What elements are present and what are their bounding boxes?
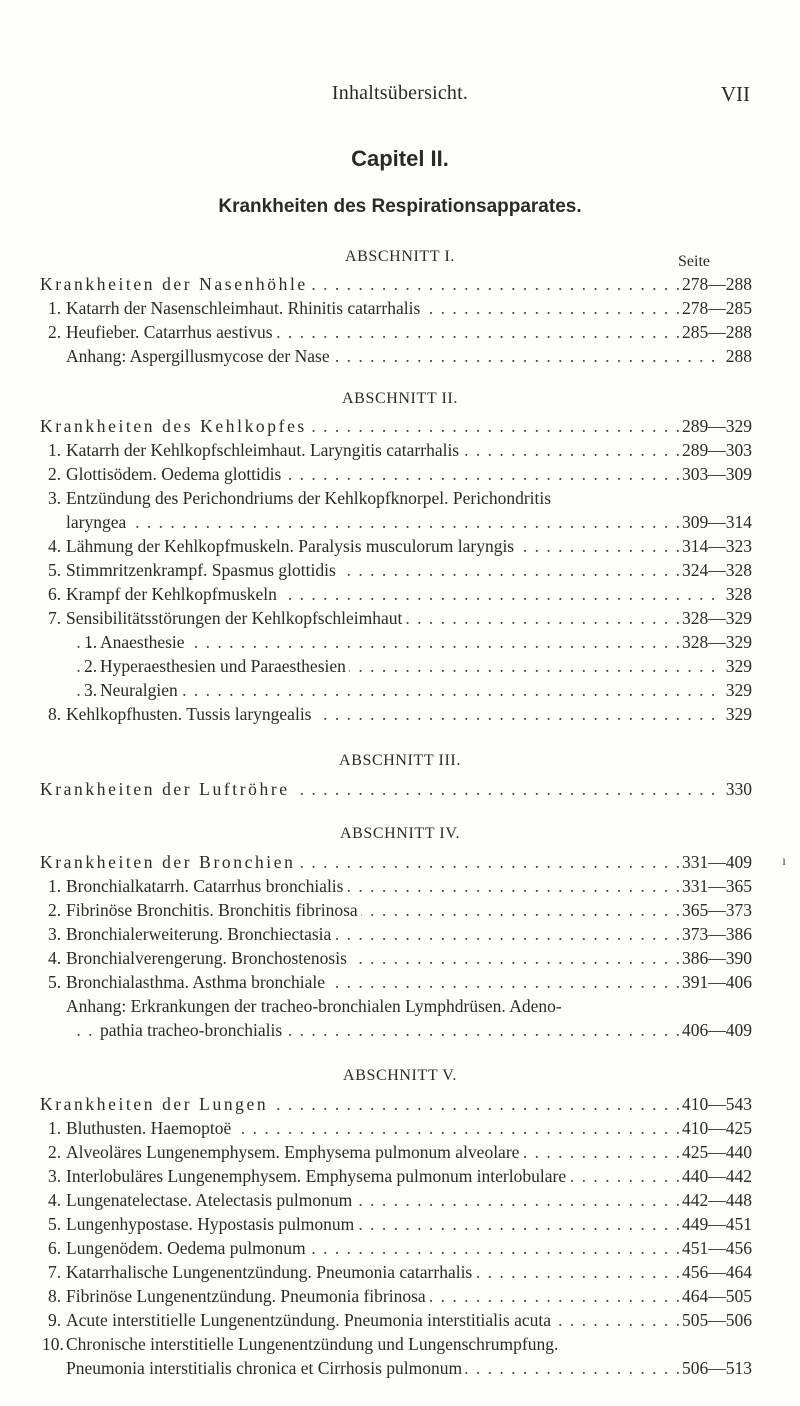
toc-entry-label: . . . Anhang: Aspergillusmycose der Nase bbox=[66, 344, 333, 369]
toc-entry bbox=[40, 1356, 752, 1381]
toc-entry-pages: 278—285 bbox=[679, 296, 752, 321]
toc-entry-pages: 391—406 bbox=[679, 970, 752, 995]
toc-entry-label: Bronchialasthma. Asthma bronchiale bbox=[66, 970, 328, 995]
toc-entry-pages: 278—288 bbox=[679, 272, 752, 297]
toc-entry-number: . . . 1. bbox=[48, 298, 62, 318]
toc-entry-pages: 328 bbox=[723, 582, 752, 607]
section-heading: ABSCHNITT I. bbox=[344, 248, 456, 265]
toc-entry-label: Chronische interstitielle Lungenentzündung und Lungenschrumpfung. bbox=[66, 1332, 561, 1357]
toc-entry-pages: 285—288 bbox=[679, 320, 752, 345]
toc-entry-pages: 288 bbox=[723, 344, 752, 369]
toc-entry bbox=[40, 1332, 752, 1357]
toc-entry-number: . . . 4. bbox=[48, 536, 62, 556]
toc-entry-pages: 456—464 bbox=[679, 1260, 752, 1285]
toc-entry-pages: 506—513 bbox=[679, 1356, 752, 1381]
toc-entry-label: Lungenatelectase. Atelectasis pulmonum bbox=[66, 1188, 355, 1213]
toc-entry-number: . . . 1. bbox=[84, 632, 98, 652]
toc-entry bbox=[40, 702, 752, 727]
toc-entry-pages: 314—323 bbox=[679, 534, 752, 559]
toc-entry-label: Anaesthesie bbox=[100, 630, 188, 655]
toc-entry-pages: 289—303 bbox=[679, 438, 752, 463]
toc-entry-label: Fibrinöse Bronchitis. Bronchitis fibrinosa bbox=[66, 898, 361, 923]
toc-entry-pages: 449—451 bbox=[679, 1212, 752, 1237]
page-column-label: Seite bbox=[678, 253, 710, 270]
toc-entry bbox=[40, 296, 752, 321]
margin-mark: ı bbox=[782, 854, 786, 869]
toc-entry bbox=[40, 606, 752, 631]
toc-entry bbox=[40, 994, 752, 1019]
toc-entry bbox=[40, 850, 752, 875]
toc-entry-label: Neuralgien bbox=[100, 678, 181, 703]
toc-entry-number: . . . 1. bbox=[48, 440, 62, 460]
toc-entry-number: . . . 8. bbox=[48, 704, 62, 724]
toc-entry-pages: 406—409 bbox=[679, 1018, 752, 1043]
toc-entry bbox=[40, 874, 752, 899]
running-title: Inhaltsübersicht. bbox=[331, 82, 469, 104]
toc-entry-number: . . . 5. bbox=[48, 560, 62, 580]
toc-entry-label: Interlobuläres Lungenemphysem. Emphysema pulmonum interlobulare bbox=[66, 1164, 569, 1189]
toc-entry-label: Krampf der Kehlkopfmuskeln bbox=[66, 582, 280, 607]
toc-entry bbox=[40, 486, 752, 511]
toc-entry-label: . . . Krankheiten der Bronchien bbox=[40, 850, 298, 875]
toc-entry bbox=[40, 344, 752, 369]
toc-entry-number: 3. bbox=[48, 488, 62, 508]
toc-entry-number: . . . 7. bbox=[48, 608, 62, 628]
toc-entry-number: . . . 2. bbox=[48, 1142, 62, 1162]
toc-entry-label: . . . pathia tracheo-bronchialis bbox=[100, 1018, 285, 1043]
toc-entry bbox=[40, 1212, 752, 1237]
toc-entry bbox=[40, 1284, 752, 1309]
toc-entry-number: . . . 2. bbox=[48, 322, 62, 342]
chapter-title: Capitel II. bbox=[351, 146, 449, 171]
toc-entry-number: . . . 4. bbox=[48, 1190, 62, 1210]
toc-entry-pages: 328—329 bbox=[679, 630, 752, 655]
toc-entry-pages: 303—309 bbox=[679, 462, 752, 487]
toc-entry-number: . . . 6. bbox=[48, 584, 62, 604]
toc-entry-label: Lähmung der Kehlkopfmuskeln. Paralysis musculorum laryngis bbox=[66, 534, 517, 559]
toc-entry-label: Heufieber. Catarrhus aestivus bbox=[66, 320, 276, 345]
toc-entry-number: . . . 2. bbox=[48, 900, 62, 920]
running-head bbox=[0, 82, 800, 112]
toc-entry-number: . . . 2. bbox=[48, 464, 62, 484]
toc-entry-number: . . . 5. bbox=[48, 1214, 62, 1234]
toc-entry-pages: 386—390 bbox=[679, 946, 752, 971]
toc-entry-label: . . . Krankheiten der Nasenhöhle bbox=[40, 272, 311, 297]
page-number: VII bbox=[720, 82, 750, 106]
toc-entry-label: Stimmritzenkrampf. Spasmus glottidis bbox=[66, 558, 339, 583]
toc-entry-label: Katarrh der Kehlkopfschleimhaut. Laryngitis catarrhalis bbox=[66, 438, 462, 463]
toc-entry bbox=[40, 777, 752, 802]
toc-entry bbox=[40, 510, 752, 535]
toc-entry bbox=[40, 1308, 752, 1333]
toc-entry-label: . . . laryngea bbox=[66, 510, 129, 535]
toc-entry-label: . . . Krankheiten des Kehlkopfes bbox=[40, 414, 310, 439]
toc-entry bbox=[40, 946, 752, 971]
toc-entry-pages: 410—425 bbox=[679, 1116, 752, 1141]
toc-entry-pages: 329 bbox=[723, 702, 752, 727]
section-heading: ABSCHNITT III. bbox=[339, 752, 461, 769]
toc-entry bbox=[40, 582, 752, 607]
toc-entry-label: . . . Pneumonia interstitialis chronica et Cirrhosis pulmonum bbox=[66, 1356, 465, 1381]
toc-entry-pages: 328—329 bbox=[679, 606, 752, 631]
toc-entry bbox=[40, 272, 752, 297]
toc-entry-label: Kehlkopfhusten. Tussis laryngealis bbox=[66, 702, 315, 727]
toc-entry-pages: 442—448 bbox=[679, 1188, 752, 1213]
toc-entry-label: Glottisödem. Oedema glottidis bbox=[66, 462, 284, 487]
toc-entry-label: Hyperaesthesien und Paraesthesien bbox=[100, 654, 349, 679]
toc-entry bbox=[40, 414, 752, 439]
toc-entry-number: . . . 7. bbox=[48, 1262, 62, 1282]
toc-entry-pages: 309—314 bbox=[679, 510, 752, 535]
toc-entry-number: . . . 8. bbox=[48, 1286, 62, 1306]
toc-entry-label: Bronchialverengerung. Bronchostenosis bbox=[66, 946, 350, 971]
toc-entry-number: 10. bbox=[42, 1334, 64, 1354]
section-heading: ABSCHNITT II. bbox=[342, 390, 458, 407]
chapter-subtitle: Krankheiten des Respirationsapparates. bbox=[218, 196, 582, 217]
section-heading: ABSCHNITT V. bbox=[343, 1067, 457, 1084]
toc-entry bbox=[40, 462, 752, 487]
toc-entry-number: . . . 3. bbox=[84, 680, 98, 700]
toc-entry bbox=[40, 898, 752, 923]
toc-entry-number: . . . 3. bbox=[48, 924, 62, 944]
toc-subentry bbox=[40, 678, 752, 703]
toc-entry bbox=[40, 1018, 752, 1043]
toc-entry-pages: 464—505 bbox=[679, 1284, 752, 1309]
toc-entry bbox=[40, 558, 752, 583]
toc-entry bbox=[40, 922, 752, 947]
toc-entry bbox=[40, 970, 752, 995]
toc-entry-pages: 331—409 bbox=[679, 850, 752, 875]
toc-entry-label: Sensibilitätsstörungen der Kehlkopfschleimhaut bbox=[66, 606, 405, 631]
toc-entry-pages: 451—456 bbox=[679, 1236, 752, 1261]
toc-entry-number: . . . 2. bbox=[84, 656, 98, 676]
toc-entry-label: Katarrh der Nasenschleimhaut. Rhinitis catarrhalis bbox=[66, 296, 423, 321]
toc-entry-number: . . . 5. bbox=[48, 972, 62, 992]
toc-entry-pages: 410—543 bbox=[679, 1092, 752, 1117]
toc-entry bbox=[40, 1164, 752, 1189]
toc-entry bbox=[40, 1140, 752, 1165]
toc-entry-pages: 331—365 bbox=[679, 874, 752, 899]
toc-entry bbox=[40, 320, 752, 345]
toc-entry-pages: 440—442 bbox=[679, 1164, 752, 1189]
toc-entry bbox=[40, 438, 752, 463]
toc-entry bbox=[40, 1188, 752, 1213]
toc-entry-pages: 289—329 bbox=[679, 414, 752, 439]
toc-entry-label: Acute interstitielle Lungenentzündung. Pneumonia interstitialis acuta bbox=[66, 1308, 554, 1333]
toc-entry bbox=[40, 1092, 752, 1117]
toc-entry-label: Anhang: Erkrankungen der tracheo-bronchialen Lymphdrüsen. Adeno- bbox=[66, 994, 565, 1019]
toc-entry-pages: 425—440 bbox=[679, 1140, 752, 1165]
toc-entry-number: . . . 9. bbox=[48, 1310, 62, 1330]
toc-entry-number: . . . 4. bbox=[48, 948, 62, 968]
toc-entry bbox=[40, 1236, 752, 1261]
toc-entry-label: Alveoläres Lungenemphysem. Emphysema pulmonum alveolare bbox=[66, 1140, 522, 1165]
toc-entry-number: . . . 6. bbox=[48, 1238, 62, 1258]
toc-entry-pages: 365—373 bbox=[679, 898, 752, 923]
toc-entry-pages: 329 bbox=[723, 678, 752, 703]
toc-entry-label: Lungenödem. Oedema pulmonum bbox=[66, 1236, 309, 1261]
toc-entry-number: . . . 1. bbox=[48, 876, 62, 896]
toc-entry-number: . . . 1. bbox=[48, 1118, 62, 1138]
toc-entry-label: Bronchialerweiterung. Bronchiectasia bbox=[66, 922, 334, 947]
toc-entry bbox=[40, 534, 752, 559]
toc-entry-label: Entzündung des Perichondriums der Kehlkopfknorpel. Perichondritis bbox=[66, 486, 554, 511]
toc-entry-pages: 329 bbox=[723, 654, 752, 679]
toc-entry-pages: 330 bbox=[723, 777, 752, 802]
toc-entry-label: Bronchialkatarrh. Catarrhus bronchialis bbox=[66, 874, 346, 899]
toc-entry-label: Lungenhypostase. Hypostasis pulmonum bbox=[66, 1212, 357, 1237]
toc-entry-label: Fibrinöse Lungenentzündung. Pneumonia fibrinosa bbox=[66, 1284, 429, 1309]
toc-entry-label: . . . Krankheiten der Lungen bbox=[40, 1092, 271, 1117]
toc-entry bbox=[40, 1116, 752, 1141]
section-heading: ABSCHNITT IV. bbox=[339, 825, 461, 842]
toc-entry bbox=[40, 1260, 752, 1285]
toc-subentry bbox=[40, 654, 752, 679]
toc-entry-number: . . . 3. bbox=[48, 1166, 62, 1186]
toc-entry-label: Katarrhalische Lungenentzündung. Pneumonia catarrhalis bbox=[66, 1260, 475, 1285]
toc-entry-label: . . . Krankheiten der Luftröhre bbox=[40, 777, 293, 802]
toc-subentry bbox=[40, 630, 752, 655]
toc-entry-pages: 324—328 bbox=[679, 558, 752, 583]
toc-entry-pages: 505—506 bbox=[679, 1308, 752, 1333]
toc-entry-label: Bluthusten. Haemoptoë bbox=[66, 1116, 234, 1141]
toc-entry-pages: 373—386 bbox=[679, 922, 752, 947]
